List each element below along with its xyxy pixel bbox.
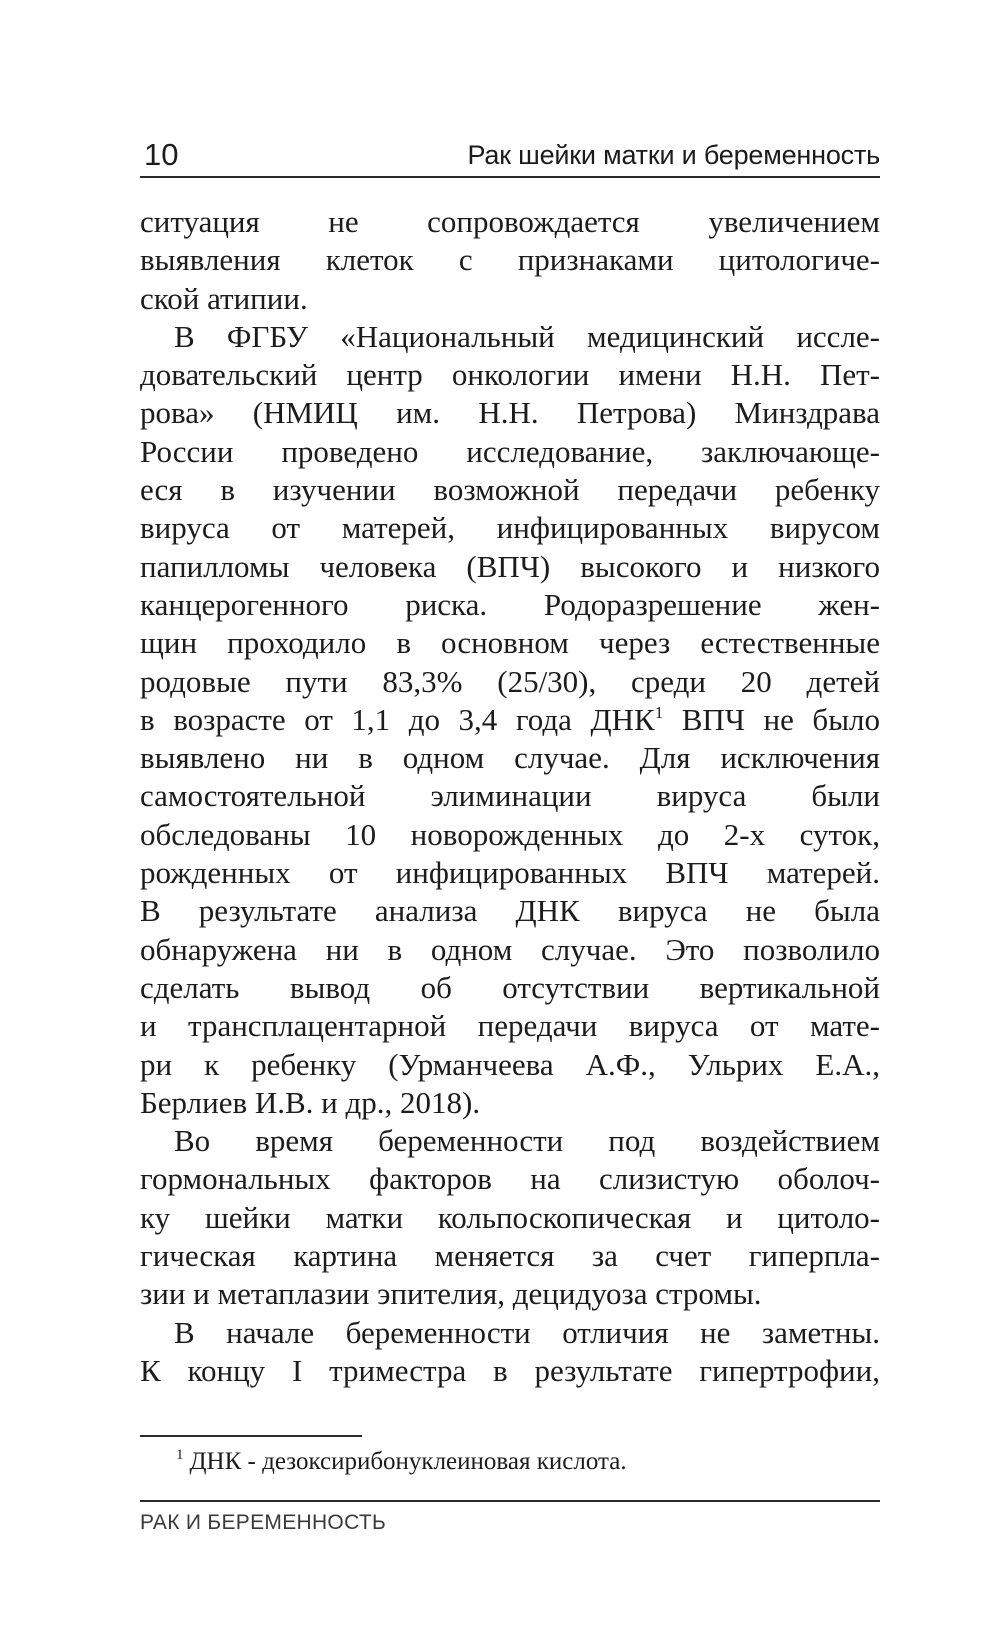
text-line-with-footnote <box>140 701 880 739</box>
footnote-reference: 1 <box>654 702 664 722</box>
text-line: ку шейки матки кольпоскопическая и цитоло- <box>140 1199 880 1235</box>
text-line: выявлено ни в одном случае. Для исключения <box>140 740 880 776</box>
text-line: еся в изучении возможной передачи ребенку <box>140 472 880 508</box>
text-line: и трансплацентарной передачи вируса от мате- <box>140 1008 880 1044</box>
text-line: В начале беременности отличия не заметны. <box>174 1314 880 1350</box>
running-title: Рак шейки матки и беременность <box>467 140 880 170</box>
text-segment: ВПЧ не было <box>663 701 880 737</box>
text-line: рова» (НМИЦ им. Н.Н. Петрова) Минздрава <box>140 395 880 431</box>
text-line: В результате анализа ДНК вируса не была <box>140 893 880 929</box>
text-line: России проведено исследование, заключающе- <box>140 433 880 469</box>
text-line: сделать вывод об отсутствии вертикальной <box>140 969 880 1005</box>
text-line: обнаружена ни в одном случае. Это позволило <box>140 931 880 967</box>
footnote <box>176 1447 627 1477</box>
page-footer <box>140 1500 880 1536</box>
text-line: канцерогенного риска. Родоразрешение жен- <box>140 586 880 622</box>
text-line: выявления клеток с признаками цитологиче- <box>140 242 880 278</box>
text-segment: в возрасте от 1,1 до 3,4 года ДНК <box>140 701 655 737</box>
text-line: гическая картина меняется за счет гиперпла- <box>140 1238 880 1274</box>
text-line: Во время беременности под воздействием <box>174 1123 880 1159</box>
text-line: щин проходило в основном через естественные <box>140 625 880 661</box>
text-line: ситуация не сопровождается увеличением <box>140 204 880 239</box>
footnote-text: ДНК - дезоксирибонуклеиновая кислота. <box>189 1448 627 1475</box>
book-title: РАК И БЕРЕМЕННОСТЬ <box>140 1511 387 1534</box>
text-line: зии и метаплазии эпителия, децидуоза стромы. <box>140 1276 762 1312</box>
footnote-marker: 1 <box>176 1447 184 1463</box>
text-line: родовые пути 83,3% (25/30), среди 20 детей <box>140 663 880 699</box>
footnote-divider <box>140 1435 362 1437</box>
text-line: гормональных факторов на слизистую оболоч- <box>140 1161 880 1197</box>
text-line: самостоятельной элиминации вируса были <box>140 778 880 814</box>
page-header <box>140 130 880 178</box>
text-line: В ФГБУ «Национальный медицинский иссле- <box>174 318 880 354</box>
page-number: 10 <box>144 137 179 172</box>
text-line: вируса от матерей, инфицированных вирусом <box>140 510 880 546</box>
text-line: ской атипии. <box>140 280 308 316</box>
text-line: обследованы 10 новорожденных до 2-х суток, <box>140 816 880 852</box>
text-line: К концу I триместра в результате гипертрофии, <box>140 1352 880 1388</box>
main-text <box>140 203 880 1390</box>
text-line: рожденных от инфицированных ВПЧ матерей. <box>140 855 880 891</box>
text-line: довательский центр онкологии имени Н.Н. Пет- <box>140 357 880 393</box>
text-line: ри к ребенку (Урманчеева А.Ф., Ульрих Е.А., <box>140 1046 880 1082</box>
text-line: Берлиев И.В. и др., 2018). <box>140 1084 481 1120</box>
text-line: папилломы человека (ВПЧ) высокого и низкого <box>140 548 880 584</box>
